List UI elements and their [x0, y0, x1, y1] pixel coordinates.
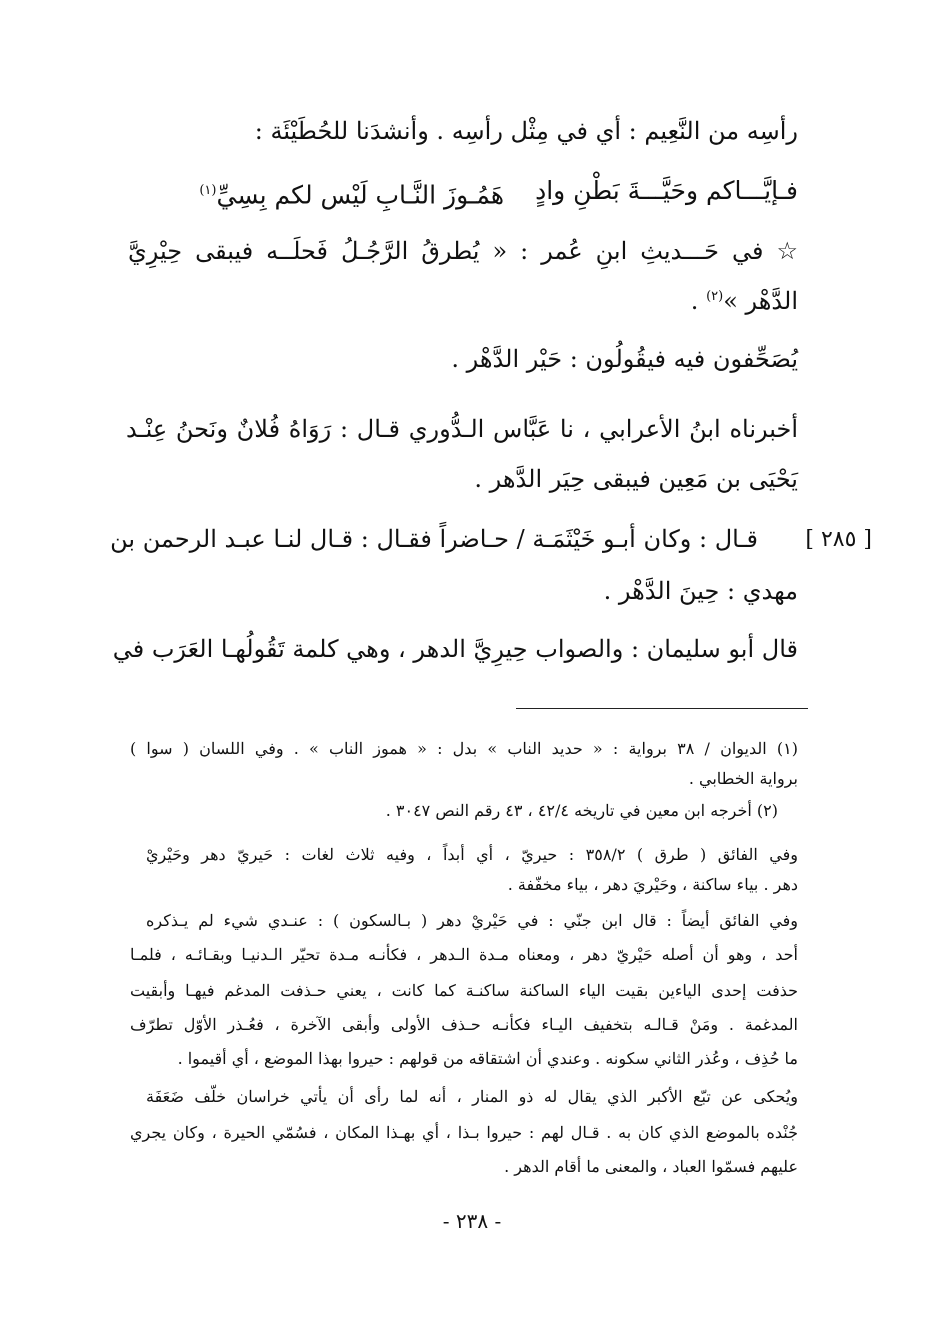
text-line: يَحْيَى بن مَعِين فيبقى حِيَر الدَّهر . — [474, 465, 798, 493]
footnote-separator — [516, 708, 808, 709]
footnote-line: وفي الفائق ( طرق ) ٣٥٨/٢ : حيريّ ، أي أبداً ، وفيه ثلاث لغات : حَيريّ دهر وحَيْريْ — [146, 845, 799, 864]
verse-text: هَمُـوزَ النَّـابِ لَيْس لكم بِسِيِّ — [216, 180, 504, 210]
verse-first-hemistich — [535, 176, 798, 206]
text-line: قـال : وكان أبـو خَيْثَمَـة / حـاضراً فقـال : قـال لنـا عبـد الرحمن بن — [110, 525, 758, 553]
footnote-line: عليهم فسمّوا العباد ، والمعنى ما أقام الدهر . — [504, 1157, 798, 1176]
text-span: الدَّهْر » — [723, 287, 798, 315]
footnote-marker: (١) — [199, 183, 217, 198]
text-line: رأسِه من النَّعِيم : أي في مِثْل رأسِه . وأنشدَنا للحُطَيْئَة : — [254, 117, 798, 145]
verse-text: فـإيَّـــاكم وحَيَّـــةَ بَطْنِ وادٍ — [535, 176, 798, 205]
manuscript-folio-ref: [ ٢٨٥ ] — [805, 527, 872, 552]
footnote-line: دهر . بياء ساكنة ، وحَيْريَ دهر ، بياء مخفّفة . — [507, 875, 798, 894]
footnote-line: أحد ، وهو أن أصله حَيْريّ دهر ، ومعناه مـدة الـدهر ، فكأنـه مـدة تحيّر الـدنيـا وبقـائـه ، فلمـا — [130, 945, 799, 964]
footnote-line: وفي الفائق أيضاً : قال ابن جنّي : في حَيْريْ دهر ( بـالسكون ) : عنـدي شيء لم يـذكره — [146, 911, 798, 930]
footnote-line: (٢) أخرجه ابن معين في تاريخه ٤٢/٤ ، ٤٣ رقم النص ٣٠٤٧ . — [385, 801, 778, 820]
footnote-line: جُنْده بالموضع الذي كان به . قـال لهم : حيروا بـذا ، أي بهـذا المكان ، فسُمّي الحيرة ، وكان يجري — [130, 1123, 798, 1142]
footnote-line: (١) الديوان / ٣٨ برواية : « حديد الناب » بدل : « هموز الناب » . وفي اللسان ( سوا ) — [130, 739, 798, 758]
footnote-line: المدغمة . ومَنْ قـالـه بتخفيف اليـاء فكأنـه حـذف الأولى وأبقى الآخرة ، فعُـذر الأوّل تطرّف — [130, 1015, 798, 1034]
hadith-line: ☆ في حَـــديثِ ابنِ عُمر : « يُطرقُ الرَّجُـلُ فَحلَــه فيبقى حِيْرِيَّ — [128, 237, 798, 265]
footnote-line: حذفت إحدى الياءين بقيت الياء الساكنة ساكنـة كما كانت ، يعني حـذفت المدغم فيهـا وأبقيت — [130, 981, 798, 1000]
footnote-marker: (٢) — [706, 289, 724, 304]
verse-second-hemistich — [199, 176, 504, 210]
text-line: يُصَحِّفون فيه فيقُولُون : حَيْر الدَّهْر . — [451, 345, 798, 373]
page-number: - ٢٣٨ - — [442, 1209, 502, 1233]
footnote-line: ويُحكى عن تبّع الأكبر الذي يقال له ذو المنار ، أنه لما رأى أن يأتي خراسان خلّف ضَعَفَة — [146, 1087, 798, 1106]
footnote-line: برواية الخطابي . — [688, 769, 798, 788]
text-span: . — [690, 287, 699, 315]
text-line — [691, 282, 798, 316]
text-line: قال أبو سليمان : والصواب حِيرِيَّ الدهر ، وهي كلمة تَقُولُهـا العَرَب في — [112, 635, 798, 663]
text-line: أخبرناه ابنُ الأعرابي ، نا عَبَّاس الـدُّوري قـال : رَوَاهُ فُلانٌ ونَحنُ عِنْـد — [126, 415, 798, 443]
text-line: مهدي : حِينَ الدَّهْر . — [603, 577, 798, 605]
footnote-line: ما حُذِف ، وعُذر الثاني سكونه . وعندي أن اشتقاقه من قولهم : حيروا بهذا الموضع ، أي أقيموا . — [177, 1049, 798, 1068]
